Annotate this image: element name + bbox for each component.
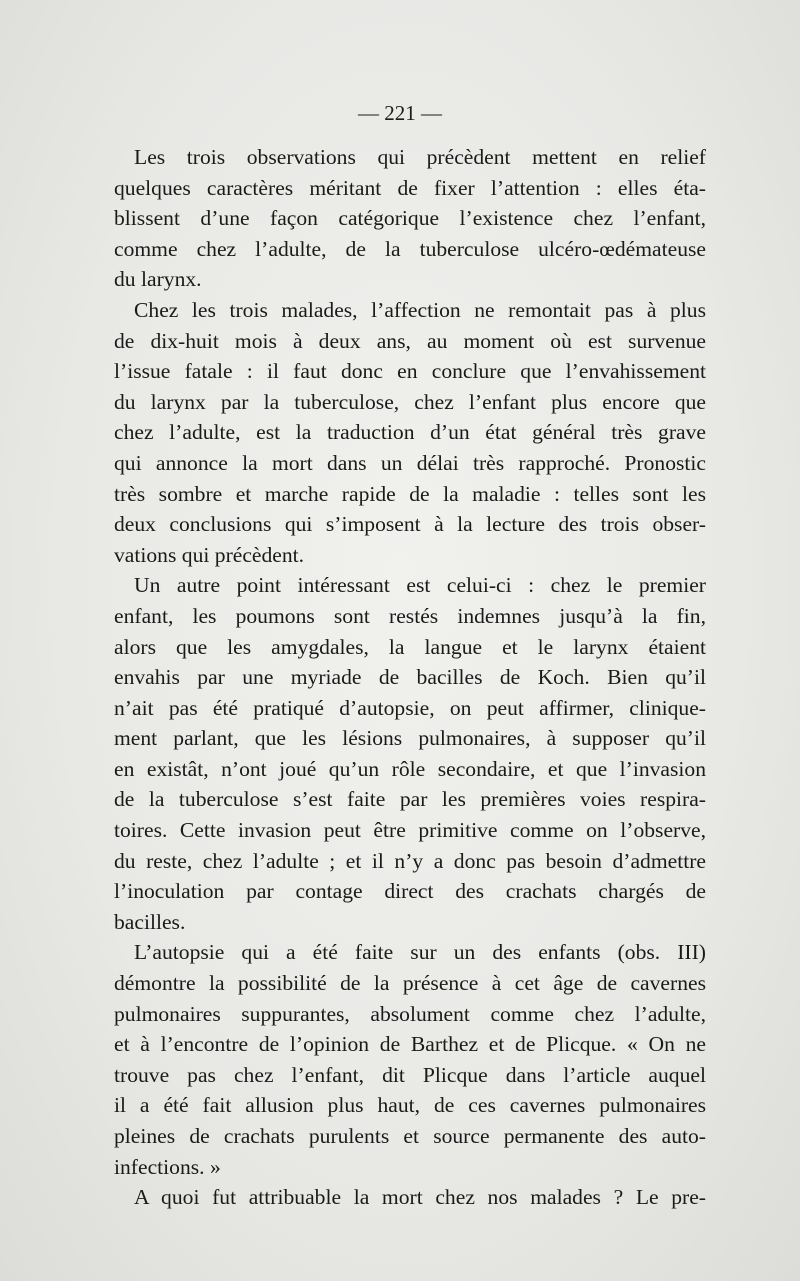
text-line: pulmonaires suppurantes, absolument comme chez l’adulte, [114,1001,706,1026]
paragraph-1 [114,142,706,295]
text-line: Chez les trois malades, l’affection ne remontait pas à plus [134,297,706,322]
text-line: et à l’encontre de l’opinion de Barthez et de Plicque. « On ne [114,1032,706,1057]
paragraph-3 [114,570,706,937]
text-line: comme chez l’adulte, de la tuberculose ulcéro-œdémateuse [114,236,706,261]
text-line: blissent d’une façon catégorique l’existence chez l’enfant, [114,206,706,231]
text-line: de la tuberculose s’est faite par les premières voies respira- [114,787,706,812]
text-line: envahis par une myriade de bacilles de Koch. Bien qu’il [114,665,706,690]
text-line: infections. » [114,1154,221,1179]
text-line: démontre la possibilité de la présence à cet âge de cavernes [114,971,706,996]
paragraph-4 [114,937,706,1182]
text-line: L’autopsie qui a été faite sur un des enfants (obs. III) [134,940,706,965]
text-line: deux conclusions qui s’imposent à la lecture des trois obser- [114,512,706,537]
text-body [114,142,706,1213]
text-line: vations qui précèdent. [114,542,305,567]
text-line: du reste, chez l’adulte ; et il n’y a donc pas besoin d’admettre [114,848,706,873]
text-line: Un autre point intéressant est celui-ci : chez le premier [134,573,706,598]
text-line: qui annonce la mort dans un délai très rapproché. Pronostic [114,450,706,475]
text-line: du larynx. [114,267,202,292]
text-line: toires. Cette invasion peut être primitive comme on l’observe, [114,818,706,843]
text-line: bacilles. [114,909,186,934]
text-line: n’ait pas été pratiqué d’autopsie, on peut affirmer, clinique- [114,695,706,720]
text-line: pleines de crachats purulents et source permanente des auto- [114,1124,706,1148]
page-number: — 221 — [358,101,442,125]
text-line: ment parlant, que les lésions pulmonaires, à supposer qu’il [114,726,706,751]
text-line: enfant, les poumons sont restés indemnes jusqu’à la fin, [114,603,706,628]
text-line: Les trois observations qui précèdent mettent en relief [134,145,706,169]
text-line: du larynx par la tuberculose, chez l’enfant plus encore que [114,389,706,414]
text-line: très sombre et marche rapide de la maladie : telles sont les [114,481,706,506]
text-line: trouve pas chez l’enfant, dit Plicque dans l’article auquel [114,1062,706,1087]
text-line: il a été fait allusion plus haut, de ces cavernes pulmonaires [114,1093,706,1118]
text-line: quelques caractères méritant de fixer l’attention : elles éta- [114,175,706,200]
text-line: alors que les amygdales, la langue et le larynx étaient [114,634,706,659]
text-line: A quoi fut attribuable la mort chez nos malades ? Le pre- [134,1185,706,1210]
text-line: chez l’adulte, est la traduction d’un état général très grave [114,420,706,445]
text-line: en existât, n’ont joué qu’un rôle secondaire, et que l’invasion [114,756,706,781]
paragraph-5 [114,1182,706,1213]
text-line: de dix-huit mois à deux ans, au moment où est survenue [114,328,706,353]
text-line: l’issue fatale : il faut donc en conclure que l’envahissement [114,359,706,384]
text-line: l’inoculation par contage direct des crachats chargés de [114,879,706,904]
paragraph-2 [114,295,706,570]
